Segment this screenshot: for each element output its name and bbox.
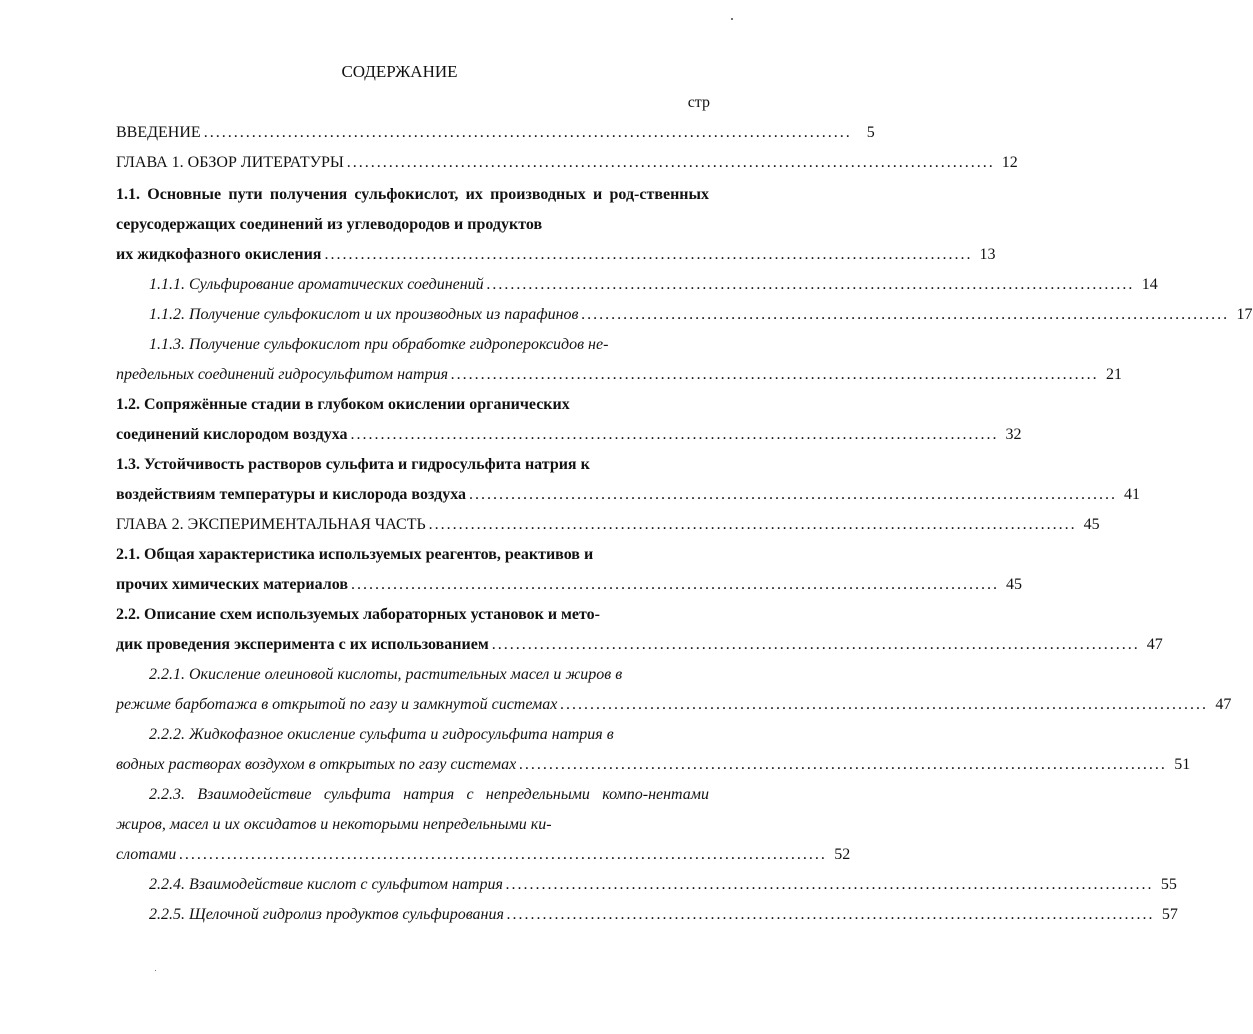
toc-entry-page: 5	[866, 124, 875, 141]
leader-dots	[582, 300, 1227, 330]
toc-entry-title: ГЛАВА 2. ЭКСПЕРИМЕНТАЛЬНАЯ ЧАСТЬ	[116, 516, 426, 533]
toc-entry-title: 1.1.1. Сульфирование ароматических соединений	[149, 276, 484, 293]
toc-entry-page: 12	[1001, 154, 1018, 171]
toc-entry-title: 2.2.5. Щелочной гидролиз продуктов сульфирования	[149, 906, 504, 923]
page-column-label: стр	[687, 94, 710, 111]
toc-entry-title: ГЛАВА 1. ОБЗОР ЛИТЕРАТУРЫ	[116, 154, 344, 171]
toc-entry-title-lead: 1.2. Сопряжённые стадии в глубоком окислении органических	[116, 396, 570, 413]
toc-entry-title: ВВЕДЕНИЕ	[116, 124, 201, 141]
toc-entry-page: 17	[1236, 306, 1253, 323]
page-title: СОДЕРЖАНИЕ	[341, 62, 458, 81]
toc-entry-2-2-4[interactable]	[116, 870, 1177, 900]
toc-entry-title-lead: 1.1.3. Получение сульфокислот при обработке гидропероксидов не-	[149, 336, 609, 353]
toc-entry-title-lead: 2.2.2. Жидкофазное окисление сульфита и гидросульфита натрия в	[149, 726, 614, 743]
toc-entry-title: водных растворах воздухом в открытых по газу системах	[116, 756, 517, 773]
toc-entry-title-lead: 1.1. Основные пути получения сульфокислот, их производных и род-ственных серусодержащих соединений из углеводородов и продуктов	[116, 186, 709, 233]
toc-entry-page: 13	[979, 246, 996, 263]
toc-entry-title-lead: 2.2.3. Взаимодействие сульфита натрия с непредельными компо-нентами жиров, масел и их оксидатов и некоторыми непредельными ки-	[116, 786, 709, 833]
leader-dots	[451, 360, 1096, 390]
leader-dots	[507, 900, 1152, 930]
leader-dots	[350, 420, 995, 450]
toc-entry-title: 2.2.4. Взаимодействие кислот с сульфитом натрия	[149, 876, 503, 893]
scan-speck	[155, 970, 156, 971]
toc-entry-page: 47	[1146, 636, 1163, 653]
toc-entry-page: 55	[1160, 876, 1177, 893]
toc-entry-page: 21	[1106, 366, 1123, 383]
toc-entry-title: их жидкофазного окисления	[116, 246, 322, 263]
toc-entry-2-2-2[interactable]	[116, 720, 1191, 780]
toc-entry-title: 1.1.2. Получение сульфокислот и их производных из парафинов	[149, 306, 579, 323]
toc-entry-title-lead: 1.3. Устойчивость растворов сульфита и гидросульфита натрия к	[116, 456, 590, 473]
toc-entry-page: 52	[834, 846, 851, 863]
leader-dots	[560, 690, 1205, 720]
toc-entry-1-1-3[interactable]	[116, 330, 1123, 390]
toc-entry-chapter-1[interactable]	[116, 148, 1018, 178]
leader-dots	[506, 870, 1151, 900]
scan-speck	[731, 18, 733, 20]
toc-entry-page: 51	[1174, 756, 1191, 773]
toc-entry-title-lead: 2.1. Общая характеристика используемых реагентов, реактивов и	[116, 546, 594, 563]
toc-entry-title: предельных соединений гидросульфитом натрия	[116, 366, 449, 383]
leader-dots	[469, 480, 1114, 510]
toc-entry-chapter-2[interactable]	[116, 510, 1100, 540]
leader-dots	[324, 240, 969, 270]
toc-entry-page: 41	[1123, 486, 1140, 503]
leader-dots	[429, 510, 1074, 540]
toc-entry-title: режиме барботажа в открытой по газу и замкнутой системах	[116, 696, 558, 713]
leader-dots	[347, 148, 992, 178]
toc-entry-title: слотами	[116, 846, 177, 863]
toc-entry-title-lead: 2.2.1. Окисление олеиновой кислоты, растительных масел и жиров в	[149, 666, 623, 683]
leader-dots	[179, 840, 824, 870]
toc-entry-1-1[interactable]	[116, 180, 996, 270]
toc-entry-1-1-1[interactable]	[116, 270, 1158, 300]
table-of-contents	[116, 118, 1253, 930]
toc-entry-1-3[interactable]	[116, 450, 1140, 510]
toc-entry-page: 45	[1005, 576, 1022, 593]
leader-dots	[351, 570, 996, 600]
toc-entry-2-2-5[interactable]	[116, 900, 1178, 930]
leader-dots	[492, 630, 1137, 660]
toc-entry-page: 32	[1005, 426, 1022, 443]
toc-entry-page: 47	[1215, 696, 1232, 713]
toc-entry-page: 14	[1141, 276, 1158, 293]
toc-entry-1-2[interactable]	[116, 390, 1022, 450]
toc-entry-introduction[interactable]	[116, 118, 875, 148]
toc-entry-page: 57	[1161, 906, 1178, 923]
toc-entry-1-1-2[interactable]	[116, 300, 1253, 330]
toc-entry-title: прочих химических материалов	[116, 576, 348, 593]
leader-dots	[487, 270, 1132, 300]
toc-entry-2-1[interactable]	[116, 540, 1022, 600]
leader-dots	[519, 750, 1164, 780]
toc-entry-title-lead: 2.2. Описание схем используемых лабораторных установок и мето-	[116, 606, 601, 623]
toc-entry-2-2-3[interactable]	[116, 780, 851, 870]
toc-entry-page: 45	[1083, 516, 1100, 533]
toc-entry-title: дик проведения эксперимента с их использованием	[116, 636, 489, 653]
toc-entry-title: соединений кислородом воздуха	[116, 426, 348, 443]
toc-entry-title: воздействиям температуры и кислорода воздуха	[116, 486, 466, 503]
leader-dots	[204, 118, 849, 148]
toc-entry-2-2[interactable]	[116, 600, 1163, 660]
toc-entry-2-2-1[interactable]	[116, 660, 1232, 720]
